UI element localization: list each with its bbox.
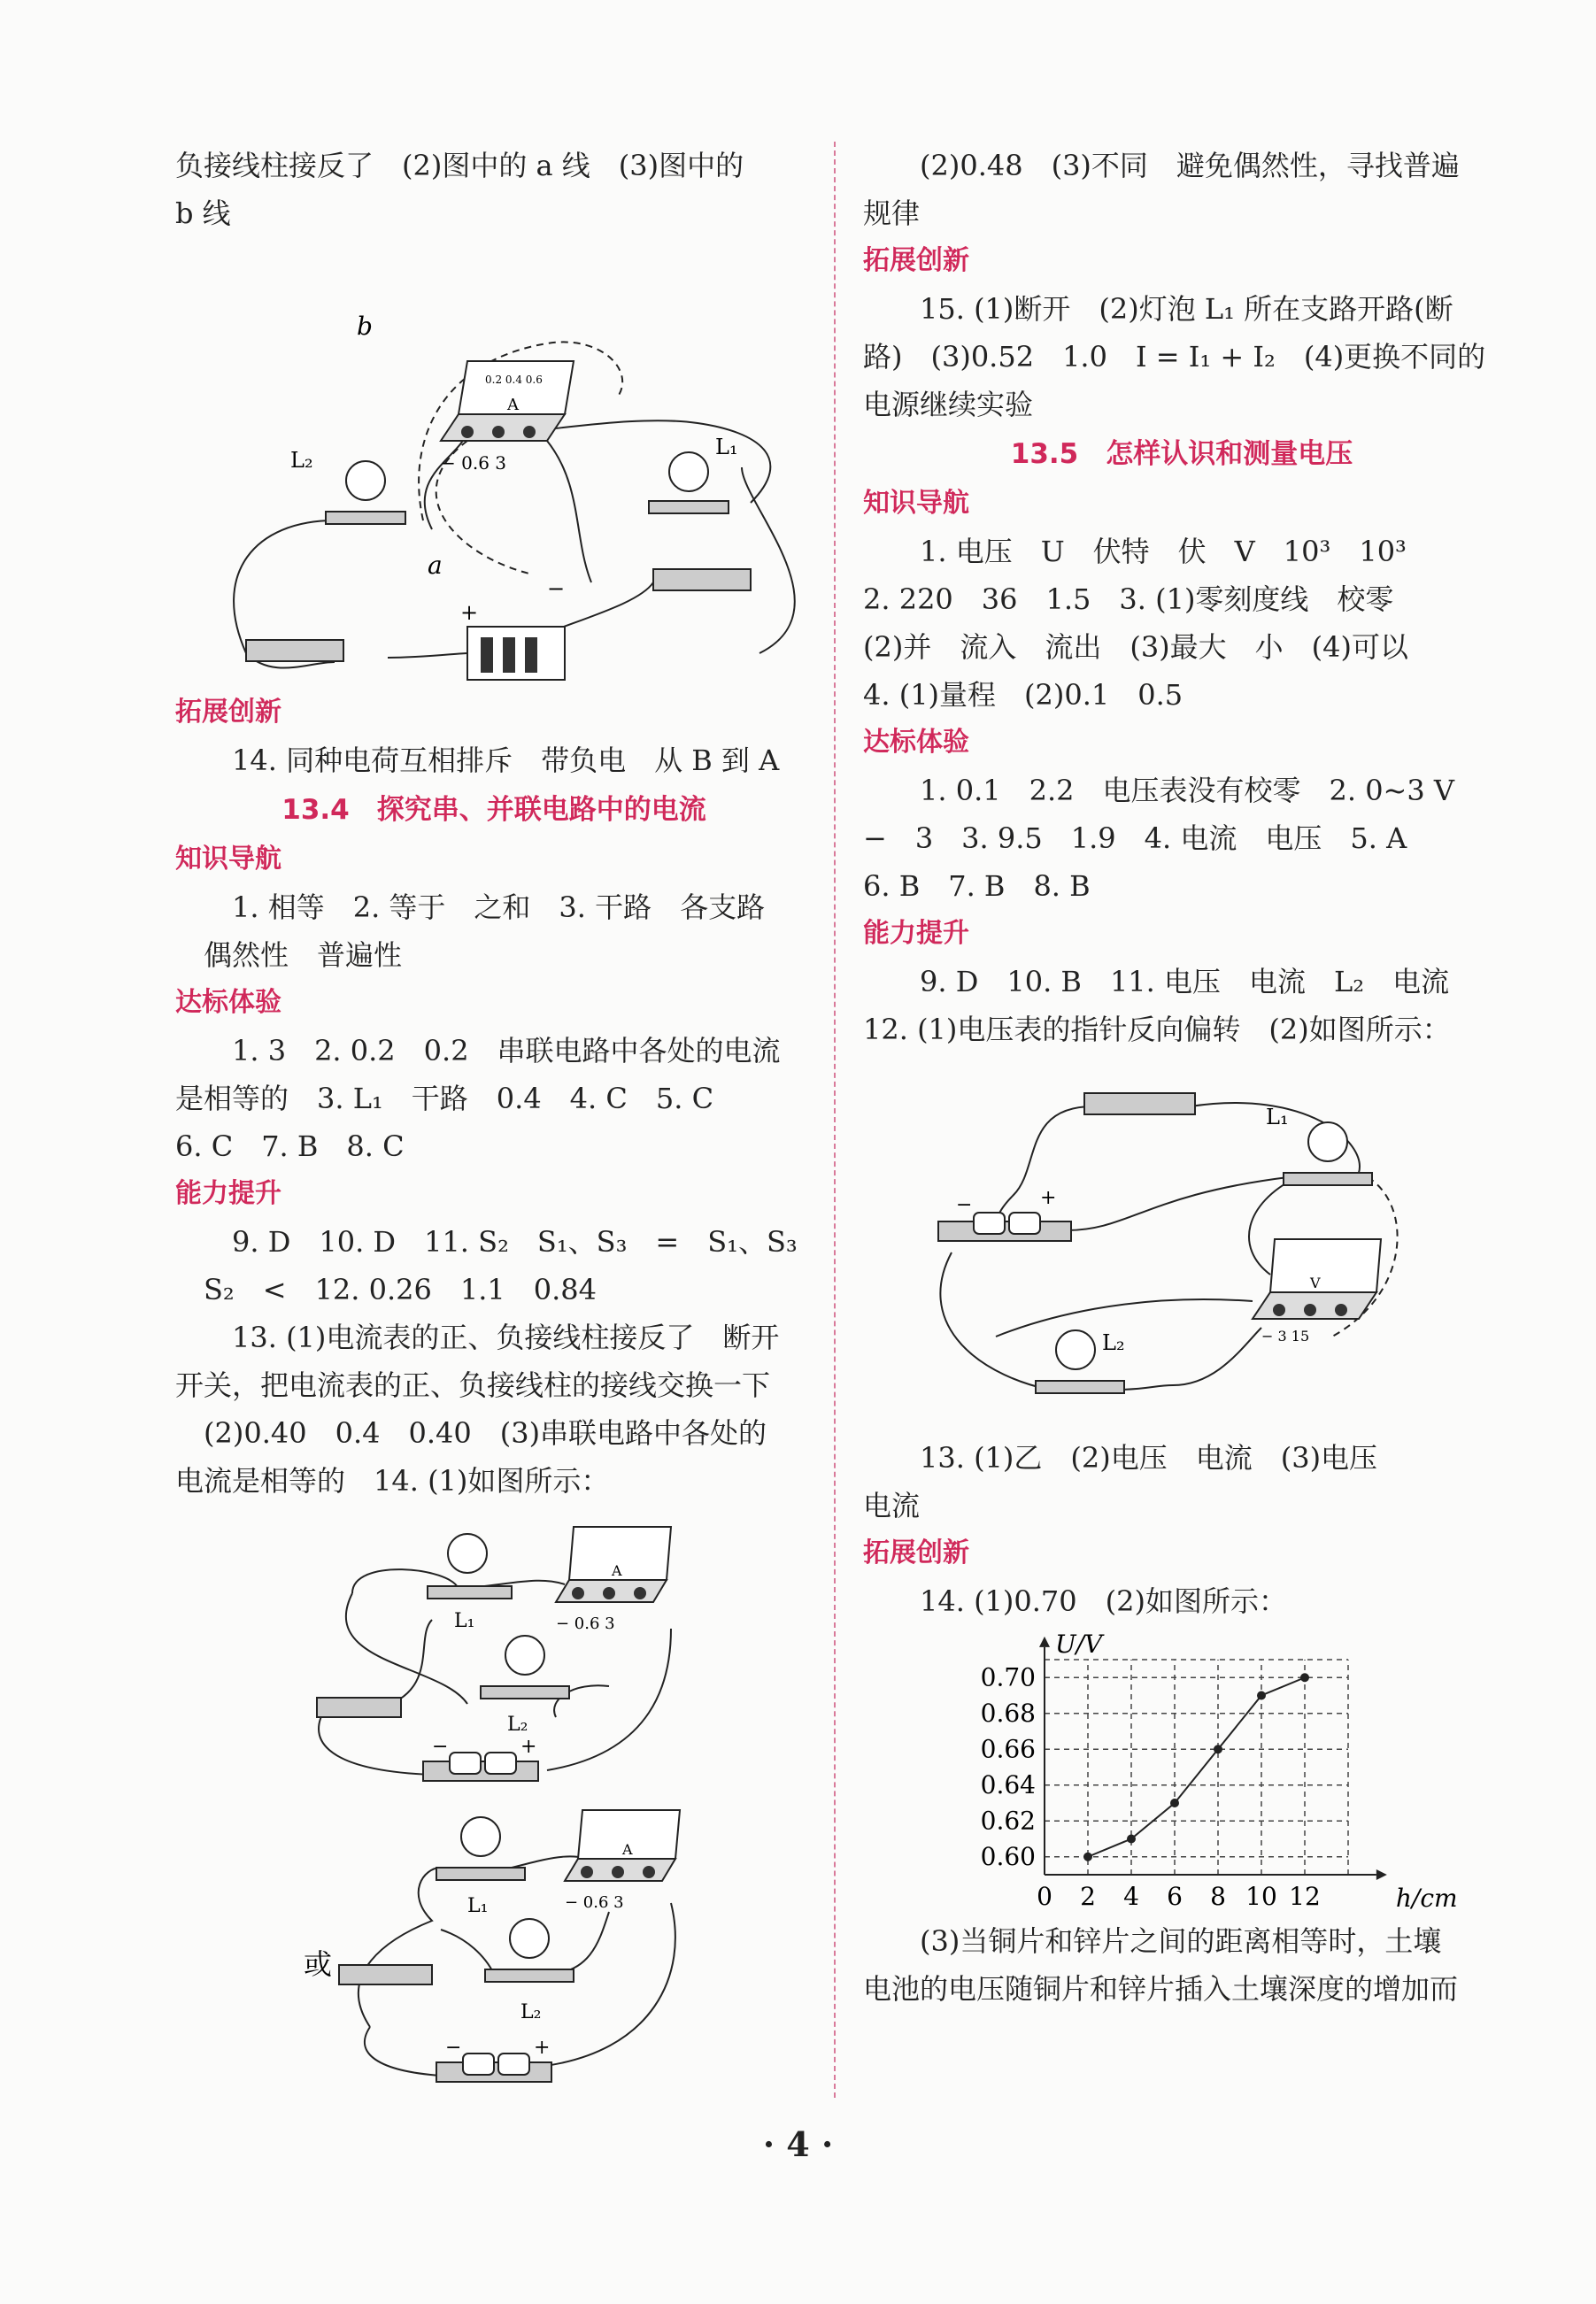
text-line: (2)并 流入 流出 (3)最大 小 (4)可以 bbox=[863, 630, 1408, 664]
meter-ticks: 0.2 0.4 0.6 bbox=[485, 374, 543, 386]
svg-text:−: − bbox=[956, 1194, 973, 1216]
ammeter-icon bbox=[556, 1527, 671, 1633]
x-tick-label: 12 bbox=[1289, 1882, 1321, 1911]
text-line: 偶然性 普遍性 bbox=[204, 938, 403, 972]
text-line: (2)0.40 0.4 0.40 (3)串联电路中各处的 bbox=[204, 1416, 767, 1450]
bulb-L2-icon bbox=[481, 1636, 569, 1736]
section-heading: 拓展创新 bbox=[863, 1537, 969, 1568]
switch-icon bbox=[1084, 1093, 1195, 1114]
meter-terminals: − 0.6 3 bbox=[441, 452, 507, 474]
text-line: 13. (1)乙 (2)电压 电流 (3)电压 bbox=[920, 1441, 1378, 1475]
text-line: 规律 bbox=[863, 196, 921, 230]
svg-text:−: − bbox=[445, 2037, 462, 2059]
data-point bbox=[1170, 1799, 1179, 1807]
text-line: b 线 bbox=[175, 196, 231, 230]
svg-text:L₁: L₁ bbox=[454, 1610, 475, 1632]
svg-text:V: V bbox=[1310, 1275, 1321, 1291]
y-tick-label: 0.60 bbox=[980, 1841, 1036, 1871]
section-heading: 拓展创新 bbox=[175, 697, 281, 728]
svg-text:−: − bbox=[432, 1736, 449, 1758]
svg-text:L₂: L₂ bbox=[290, 448, 313, 473]
x-axis-label: h/cm bbox=[1395, 1884, 1458, 1913]
section-heading: 能力提升 bbox=[863, 918, 969, 949]
or-label: 或 bbox=[304, 1947, 333, 1981]
page-number: · 4 · bbox=[762, 2124, 834, 2164]
data-point bbox=[1257, 1691, 1266, 1700]
svg-text:− 0.6 3: − 0.6 3 bbox=[556, 1614, 615, 1633]
data-point bbox=[1214, 1745, 1222, 1753]
wire-a-label: a bbox=[428, 551, 443, 580]
text-line: 15. (1)断开 (2)灯泡 L₁ 所在支路开路(断 bbox=[920, 292, 1453, 326]
voltage-depth-chart bbox=[863, 1625, 1500, 1917]
svg-text:+: + bbox=[534, 2037, 551, 2059]
svg-text:+: + bbox=[1040, 1187, 1057, 1209]
text-line: 13. (1)电流表的正、负接线柱接反了 断开 bbox=[232, 1321, 780, 1354]
left-column bbox=[175, 142, 813, 2098]
svg-text:L₁: L₁ bbox=[467, 1895, 489, 1917]
y-axis-arrow bbox=[1039, 1637, 1050, 1647]
bulb-L1-icon bbox=[649, 435, 738, 513]
circuit-figure-2 bbox=[175, 1505, 813, 1797]
text-line: 9. D 10. D 11. S₂ S₁、S₃ = S₁、S₃ bbox=[232, 1225, 798, 1259]
text-line: 6. C 7. B 8. C bbox=[175, 1129, 405, 1163]
right-column bbox=[863, 142, 1500, 2013]
switch-icon bbox=[339, 1965, 432, 1984]
text-line: 14. 同种电荷互相排斥 带负电 从 B 到 A bbox=[232, 744, 780, 777]
text-line: 9. D 10. B 11. 电压 电流 L₂ 电流 bbox=[920, 965, 1450, 998]
bulb-L2-icon bbox=[485, 1919, 574, 2023]
section-title: 13.4 探究串、并联电路中的电流 bbox=[281, 794, 706, 826]
series-line bbox=[1088, 1677, 1305, 1857]
text-line: 电流是相等的 14. (1)如图所示： bbox=[175, 1464, 610, 1498]
text-line: 是相等的 3. L₁ 干路 0.4 4. C 5. C bbox=[175, 1082, 714, 1115]
data-point bbox=[1127, 1835, 1136, 1844]
switch-icon bbox=[246, 640, 343, 661]
svg-text:A: A bbox=[622, 1841, 633, 1858]
text-line: 电流 bbox=[863, 1489, 921, 1522]
voltmeter-icon bbox=[1253, 1239, 1381, 1345]
section-heading: 知识导航 bbox=[175, 844, 281, 875]
x-tick-label: 8 bbox=[1210, 1882, 1226, 1911]
text-line: − 3 3. 9.5 1.9 4. 电流 电压 5. A bbox=[863, 821, 1407, 855]
svg-text:− 0.6 3: − 0.6 3 bbox=[565, 1893, 624, 1912]
svg-text:− 3 15: − 3 15 bbox=[1261, 1328, 1310, 1345]
x-axis-arrow bbox=[1376, 1869, 1387, 1880]
battery-icon bbox=[460, 576, 565, 680]
bulb-L1-icon bbox=[436, 1817, 525, 1917]
data-point bbox=[1300, 1673, 1309, 1682]
bulb-L2-icon bbox=[1036, 1330, 1125, 1393]
y-axis-label: U/V bbox=[1055, 1629, 1103, 1659]
meter-label: A bbox=[507, 396, 519, 414]
text-line: (3)当铜片和锌片之间的距离相等时，土壤 bbox=[920, 1924, 1442, 1958]
text-line: 1. 相等 2. 等于 之和 3. 干路 各支路 bbox=[232, 890, 766, 924]
text-line: 6. B 7. B 8. B bbox=[863, 869, 1091, 903]
section-heading: 达标体验 bbox=[175, 987, 281, 1018]
text-line: S₂ < 12. 0.26 1.1 0.84 bbox=[204, 1273, 598, 1306]
y-tick-label: 0.68 bbox=[980, 1698, 1036, 1728]
battery-icon bbox=[938, 1187, 1071, 1241]
circuit-figure-4 bbox=[863, 1053, 1500, 1434]
circuit-figure-1 bbox=[175, 237, 813, 689]
section-heading: 拓展创新 bbox=[863, 245, 969, 276]
svg-text:L₂: L₂ bbox=[1102, 1330, 1125, 1355]
y-tick-label: 0.70 bbox=[980, 1662, 1036, 1692]
text-line: (2)0.48 (3)不同 避免偶然性，寻找普遍 bbox=[920, 149, 1460, 182]
svg-text:L₁: L₁ bbox=[715, 435, 738, 459]
ammeter-icon bbox=[441, 361, 574, 474]
bulb-L1-icon bbox=[1266, 1105, 1372, 1185]
x-tick-label: 2 bbox=[1080, 1882, 1096, 1911]
section-heading: 知识导航 bbox=[863, 488, 969, 519]
section-title: 13.5 怎样认识和测量电压 bbox=[1010, 438, 1353, 470]
text-line: 路) (3)0.52 1.0 I = I₁ + I₂ (4)更换不同的 bbox=[863, 340, 1486, 374]
bulb-L1-icon bbox=[428, 1534, 512, 1632]
data-point bbox=[1083, 1853, 1092, 1861]
x-tick-label: 10 bbox=[1245, 1882, 1277, 1911]
x-tick-label: 4 bbox=[1123, 1882, 1139, 1911]
y-tick-label: 0.62 bbox=[980, 1806, 1036, 1836]
switch-icon bbox=[317, 1698, 401, 1717]
x-tick-label: 0 bbox=[1037, 1882, 1052, 1911]
text-line: 开关，把电流表的正、负接线柱的接线交换一下 bbox=[175, 1368, 771, 1402]
svg-text:L₂: L₂ bbox=[520, 2001, 542, 2023]
battery-icon bbox=[436, 2037, 551, 2082]
wire-b-label: b bbox=[357, 312, 373, 341]
text-line: 负接线柱接反了 (2)图中的 a 线 (3)图中的 bbox=[175, 149, 744, 182]
ammeter-icon bbox=[565, 1810, 680, 1912]
text-line: 1. 电压 U 伏特 伏 V 10³ 10³ bbox=[920, 535, 1407, 568]
battery-icon bbox=[423, 1736, 538, 1781]
x-tick-label: 6 bbox=[1167, 1882, 1183, 1911]
text-line: 电池的电压随铜片和锌片插入土壤深度的增加而 bbox=[863, 1972, 1459, 2006]
y-tick-label: 0.66 bbox=[980, 1734, 1036, 1764]
text-line: 12. (1)电压表的指针反向偏转 (2)如图所示： bbox=[863, 1013, 1451, 1046]
text-line: 4. (1)量程 (2)0.1 0.5 bbox=[863, 678, 1184, 712]
bulb-L2-icon bbox=[290, 448, 405, 524]
svg-text:+: + bbox=[460, 600, 479, 625]
section-heading: 能力提升 bbox=[175, 1178, 281, 1209]
y-tick-label: 0.64 bbox=[980, 1769, 1036, 1799]
section-heading: 达标体验 bbox=[863, 727, 969, 758]
circuit-figure-3 bbox=[175, 1797, 813, 2098]
text-line: 1. 3 2. 0.2 0.2 串联电路中各处的电流 bbox=[232, 1034, 781, 1067]
text-line: 2. 220 36 1.5 3. (1)零刻度线 校零 bbox=[863, 582, 1394, 616]
text-line: 电源继续实验 bbox=[863, 388, 1034, 421]
svg-text:+: + bbox=[520, 1736, 537, 1758]
text-line: 14. (1)0.70 (2)如图所示： bbox=[920, 1584, 1287, 1618]
switch-icon bbox=[653, 569, 751, 590]
svg-text:A: A bbox=[612, 1562, 622, 1579]
text-line: 1. 0.1 2.2 电压表没有校零 2. 0~3 V bbox=[920, 774, 1455, 807]
svg-text:L₂: L₂ bbox=[507, 1714, 528, 1736]
svg-text:L₁: L₁ bbox=[1266, 1105, 1289, 1129]
column-divider bbox=[834, 142, 836, 2098]
svg-text:−: − bbox=[547, 576, 566, 601]
